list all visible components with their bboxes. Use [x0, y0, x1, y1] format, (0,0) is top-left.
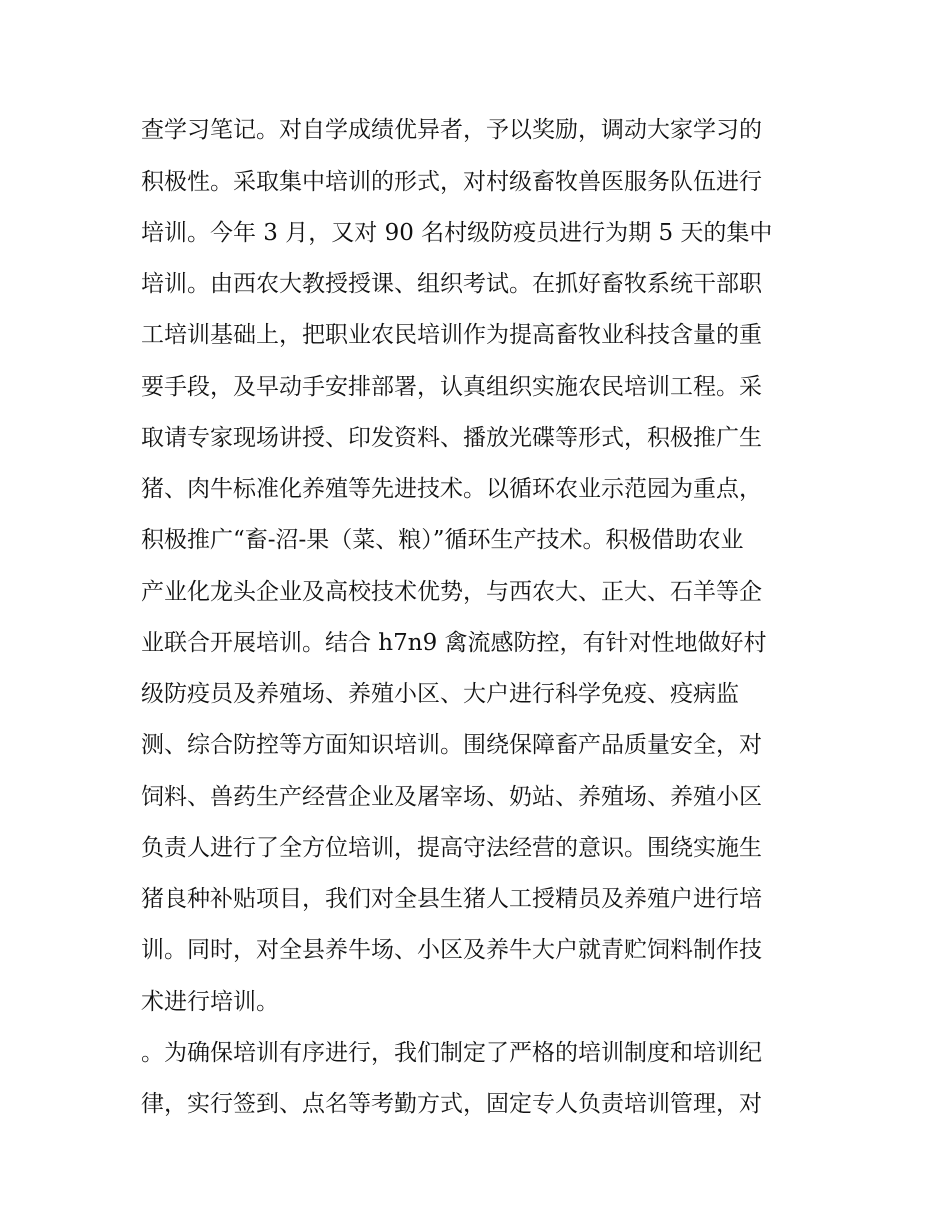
- text-line: 饲料、兽药生产经营企业及屠宰场、奶站、养殖场、养殖小区: [141, 784, 762, 810]
- text-line: 取请专家现场讲授、印发资料、播放光碟等形式，积极推广生: [141, 425, 762, 451]
- text-line: 猪良种补贴项目，我们对全县生猪人工授精员及养殖户进行培: [141, 886, 762, 912]
- text-line: 工培训基础上，把职业农民培训作为提高畜牧业科技含量的重: [141, 322, 762, 348]
- text-line: 业联合开展培训。结合 h7n9 禽流感防控，有针对性地做好村: [141, 630, 767, 656]
- text-line: 积极性。采取集中培训的形式，对村级畜牧兽医服务队伍进行: [141, 169, 762, 195]
- text-line: 要手段，及早动手安排部署，认真组织实施农民培训工程。采: [141, 374, 762, 400]
- text-line: 训。同时，对全县养牛场、小区及养牛大户就青贮饲料制作技: [141, 937, 762, 963]
- text-line: 级防疫员及养殖场、养殖小区、大户进行科学免疫、疫病监: [141, 681, 739, 707]
- text-line: 测、综合防控等方面知识培训。围绕保障畜产品质量安全，对: [141, 732, 762, 758]
- text-line: 产业化龙头企业及高校技术优势，与西农大、正大、石羊等企: [141, 579, 762, 605]
- text-line: 培训。今年 3 月，又对 90 名村级防疫员进行为期 5 天的集中: [141, 220, 773, 246]
- text-line: 积极推广“畜-沼-果（菜、粮）”循环生产技术。积极借助农业: [141, 527, 744, 553]
- text-line: 。为确保培训有序进行，我们制定了严格的培训制度和培训纪: [141, 1040, 762, 1066]
- text-line: 负责人进行了全方位培训，提高守法经营的意识。围绕实施生: [141, 835, 762, 861]
- text-line: 猪、肉牛标准化养殖等先进技术。以循环农业示范园为重点，: [141, 476, 762, 502]
- text-line: 培训。由西农大教授授课、组织考试。在抓好畜牧系统干部职: [141, 271, 762, 297]
- text-line: 查学习笔记。对自学成绩优异者，予以奖励，调动大家学习的: [141, 117, 762, 143]
- text-line: 术进行培训。: [141, 989, 279, 1015]
- text-line: 律，实行签到、点名等考勤方式，固定专人负责培训管理，对: [141, 1091, 762, 1117]
